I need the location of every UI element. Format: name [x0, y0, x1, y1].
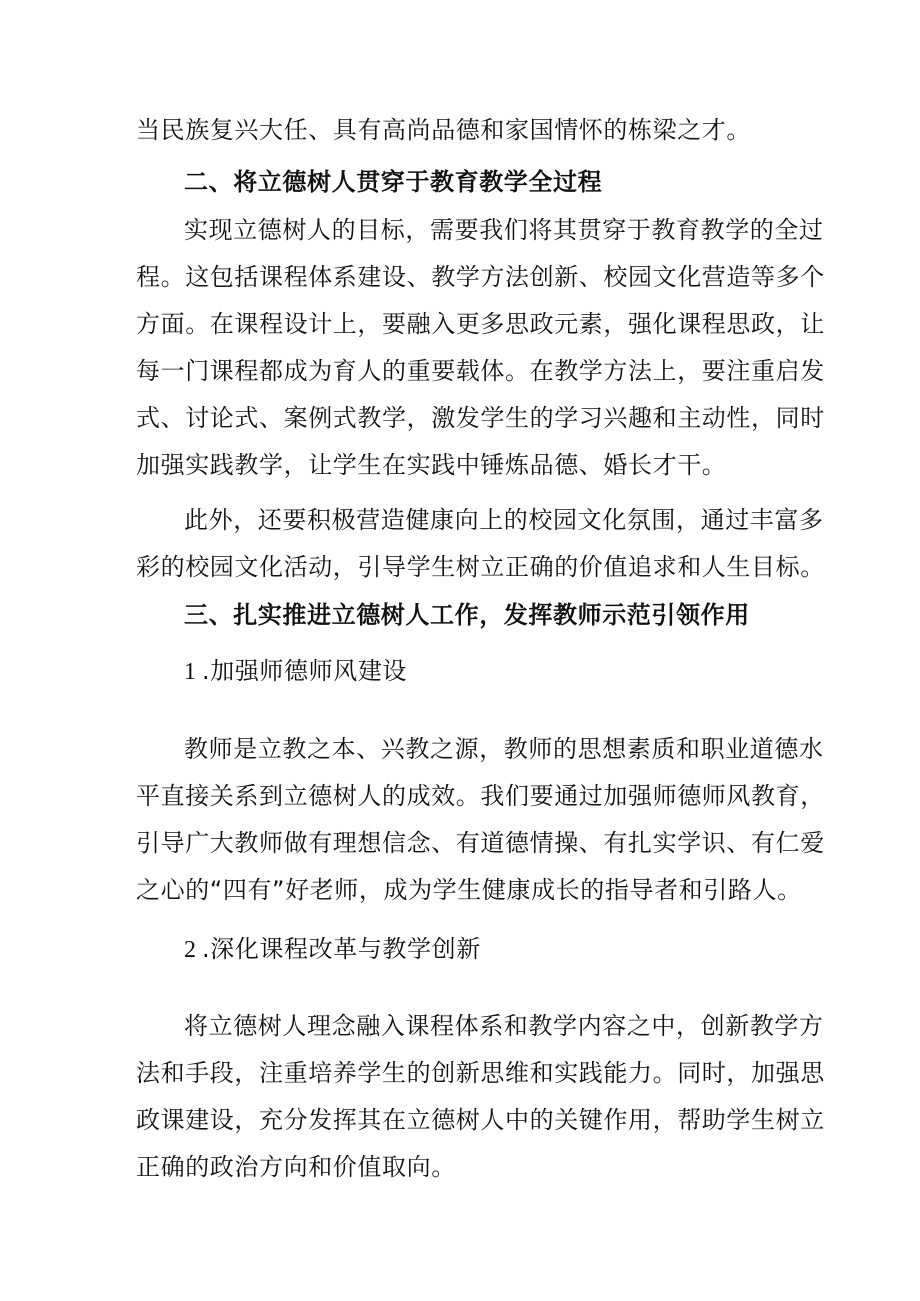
item-number: 2	[184, 937, 196, 963]
item-number: 1	[184, 659, 196, 685]
paragraph-line: 彩的校园文化活动，引导学生树立正确的价值追求和人生目标。	[136, 553, 825, 581]
paragraph-line: 程。这包括课程体系建设、教学方法创新、校园文化营造等多个	[136, 263, 825, 291]
paragraph-line: 之心的“四有”好老师，成为学生健康成长的指导者和引路人。	[136, 876, 802, 904]
section-heading-3: 三、扎实推进立德树人工作，发挥教师示范引领作用	[184, 601, 750, 629]
item-title: .加强师德师风建设	[202, 657, 408, 685]
paragraph-line: 将立德树人理念融入课程体系和教学内容之中，创新教学方	[184, 1012, 824, 1040]
section-heading-2: 二、将立德树人贯穿于教育教学全过程	[184, 168, 603, 196]
item-title: .深化课程改革与教学创新	[202, 935, 481, 963]
paragraph-line: 教师是立教之本、兴教之源，教师的思想素质和职业道德水	[184, 735, 824, 763]
paragraph-line: 加强实践教学，让学生在实践中锤炼品德、婚长才干。	[136, 451, 727, 479]
paragraph-line: 此外，还要积极营造健康向上的校园文化氛围，通过丰富多	[184, 506, 824, 534]
numbered-heading-2	[184, 933, 481, 966]
paragraph-continuation-line: 当民族复兴大任、具有高尚品德和家国情怀的栋梁之才。	[136, 116, 751, 144]
paragraph-line: 法和手段，注重培养学生的创新思维和实践能力。同时，加强思	[136, 1059, 825, 1087]
numbered-heading-1	[184, 655, 407, 688]
paragraph-line: 实现立德树人的目标，需要我们将其贯穿于教育教学的全过	[184, 216, 824, 244]
paragraph-line: 平直接关系到立德树人的成效。我们要通过加强师德师风教育，	[136, 782, 825, 810]
paragraph-line: 政课建设，充分发挥其在立德树人中的关键作用，帮助学生树立	[136, 1106, 825, 1134]
paragraph-line: 方面。在课程设计上，要融入更多思政元素，强化课程思政，让	[136, 310, 825, 338]
paragraph-line: 每一门课程都成为育人的重要载体。在教学方法上，要注重启发	[136, 357, 825, 385]
paragraph-line: 引导广大教师做有理想信念、有道德情操、有扎实学识、有仁爱	[136, 829, 825, 857]
paragraph-line: 正确的政治方向和价值取向。	[136, 1153, 456, 1181]
paragraph-line: 式、讨论式、案例式教学，激发学生的学习兴趣和主动性，同时	[136, 404, 825, 432]
